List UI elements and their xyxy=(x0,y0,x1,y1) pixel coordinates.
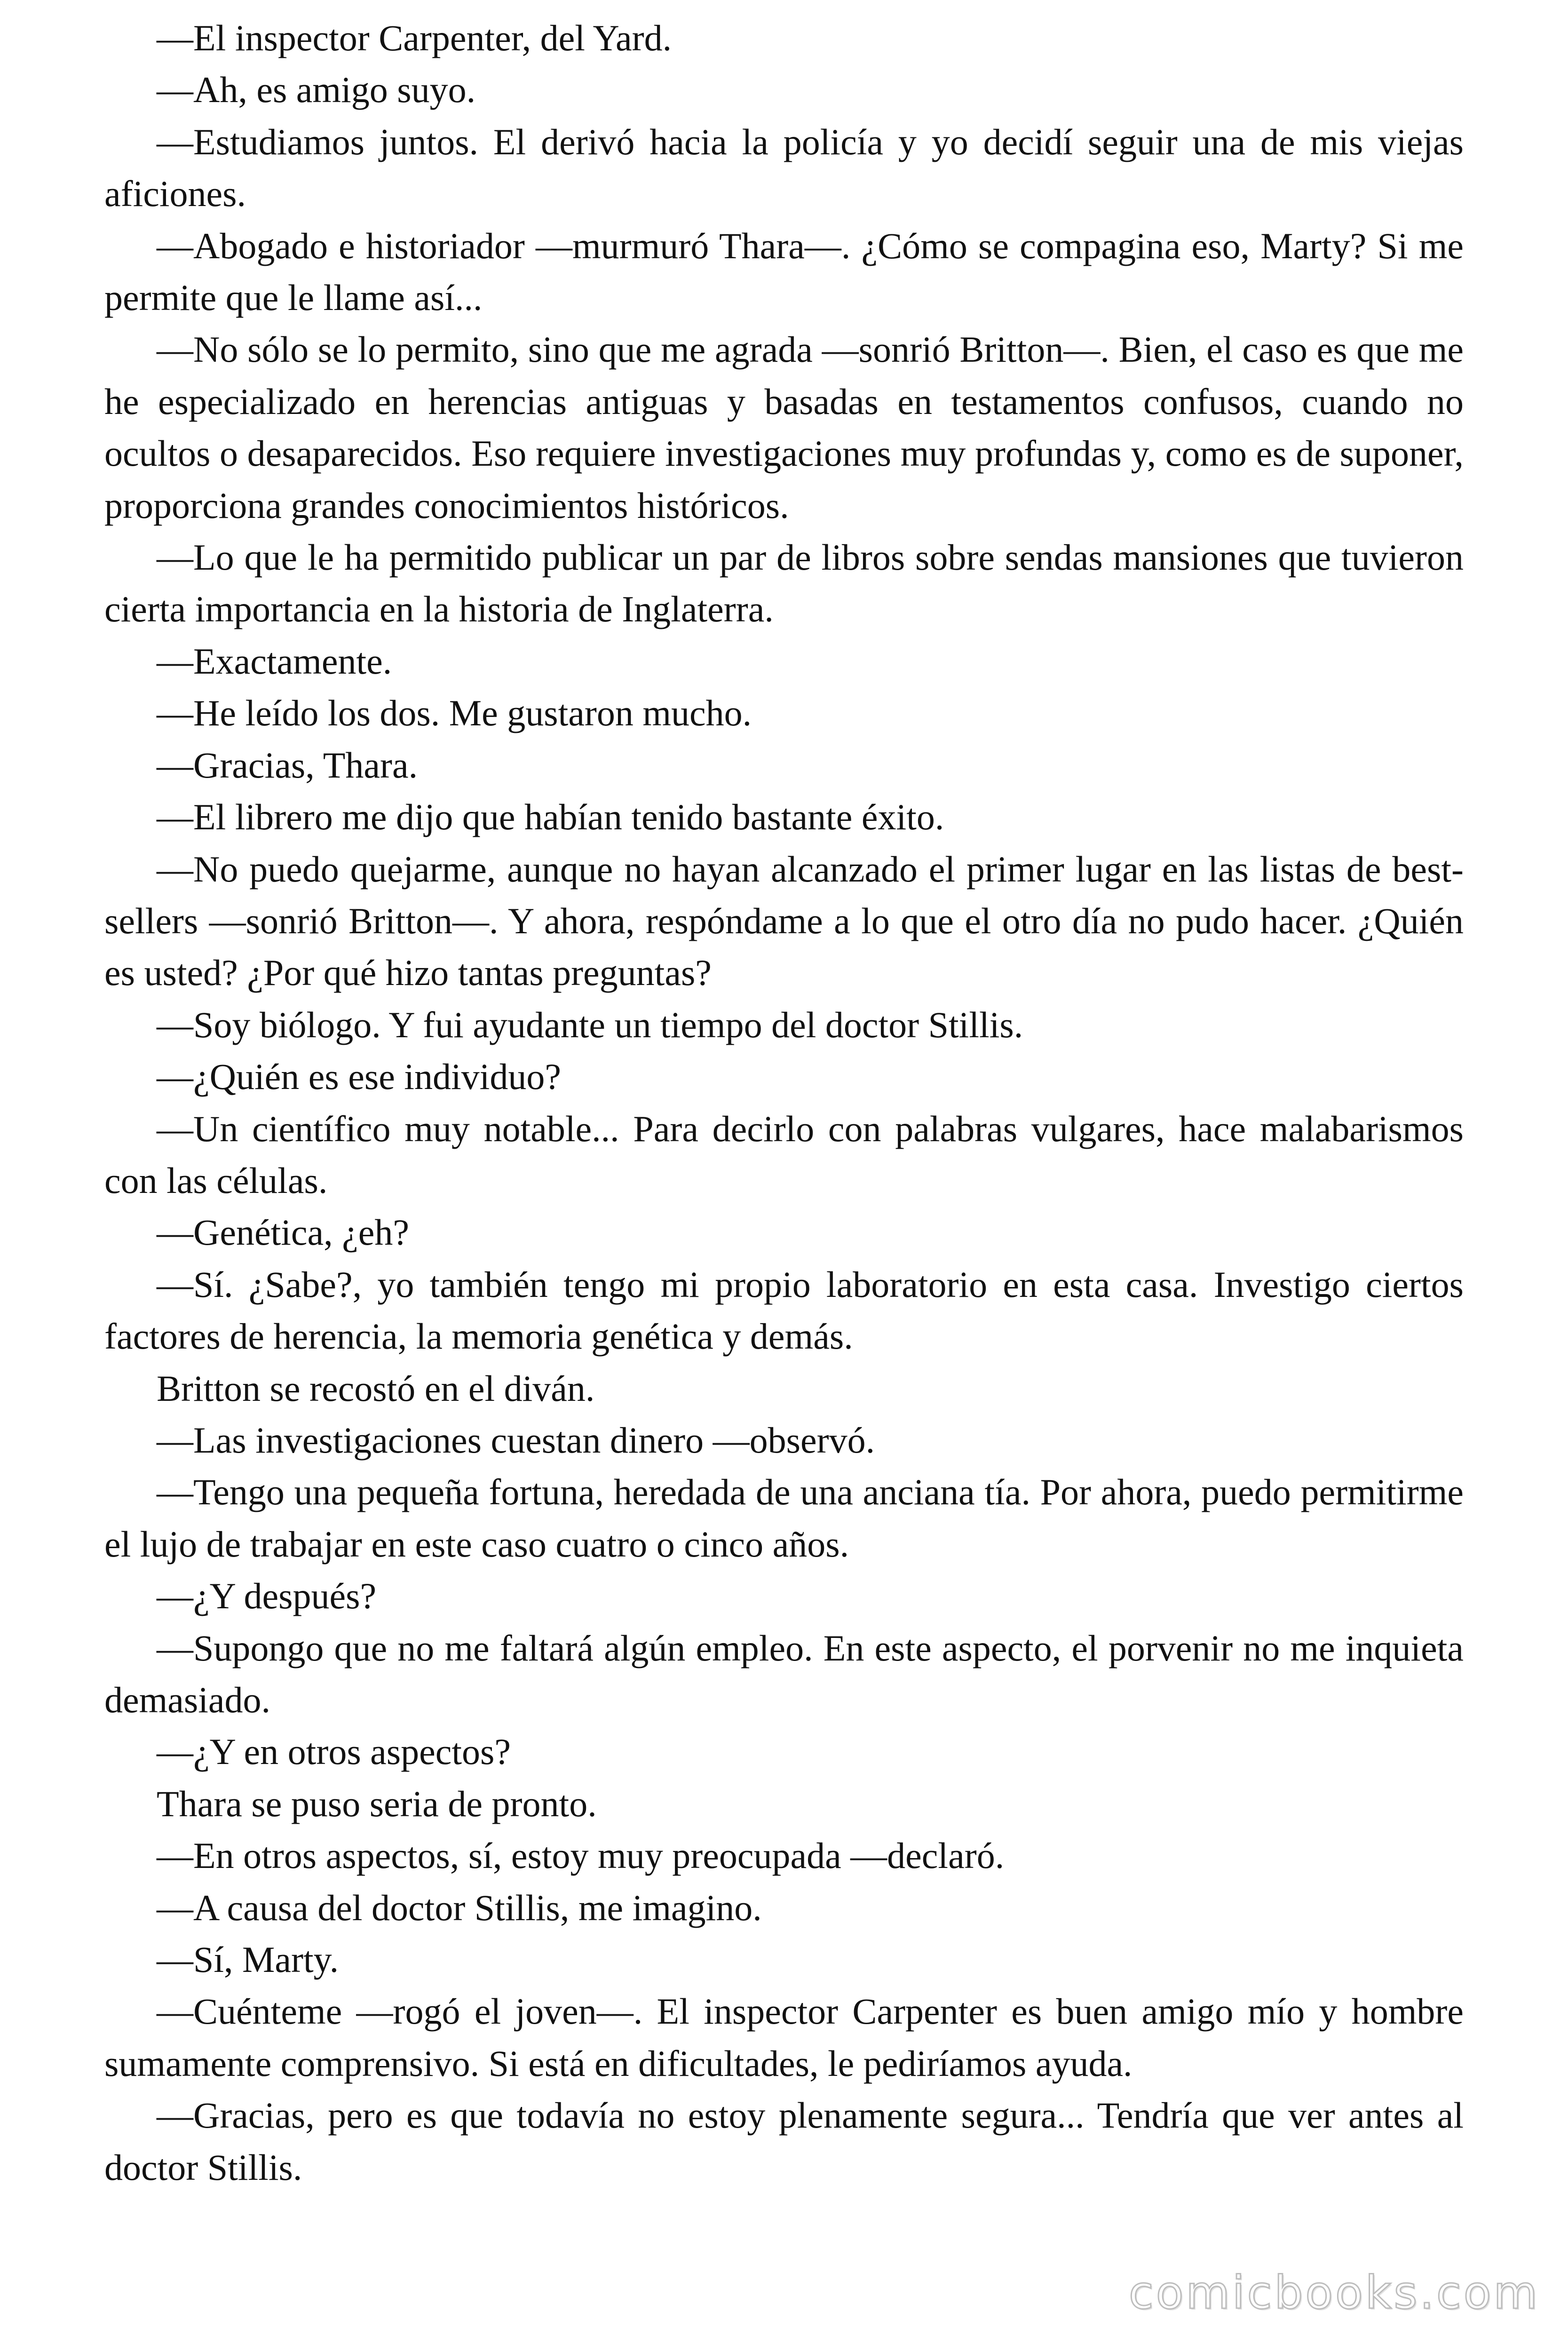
paragraph: —Soy biólogo. Y fui ayudante un tiempo del doctor Stillis. xyxy=(157,1004,1023,1045)
paragraph: —No puedo quejarme, aunque no hayan alcanzado el primer lugar en las listas de best-sellers —sonrió Britton—. Y ahora, respóndame a lo que el otro día no pudo hacer. ¿Quién es usted? ¿Por qué hizo tantas preguntas? xyxy=(104,848,1464,993)
paragraph: —En otros aspectos, sí, estoy muy preocupada —declaró. xyxy=(157,1835,1005,1876)
paragraph: —Sí, Marty. xyxy=(157,1939,339,1980)
paragraph: —Gracias, Thara. xyxy=(157,744,418,786)
paragraph: —Gracias, pero es que todavía no estoy plenamente segura... Tendría que ver antes al doctor Stillis. xyxy=(104,2095,1464,2188)
paragraph: —¿Y después? xyxy=(157,1575,377,1617)
paragraph: —¿Quién es ese individuo? xyxy=(157,1056,561,1097)
paragraph: —Genética, ¿eh? xyxy=(157,1212,410,1253)
paragraph: —Lo que le ha permitido publicar un par de libros sobre sendas mansiones que tuvieron cierta importancia en la historia de Inglaterra. xyxy=(104,537,1464,630)
paragraph: —El librero me dijo que habían tenido bastante éxito. xyxy=(157,796,944,838)
paragraph: —Un científico muy notable... Para decirlo con palabras vulgares, hace malabarismos con las células. xyxy=(104,1108,1464,1201)
paragraph: —El inspector Carpenter, del Yard. xyxy=(157,17,672,58)
paragraph: —Estudiamos juntos. El derivó hacia la policía y yo decidí seguir una de mis viejas aficiones. xyxy=(104,121,1464,215)
paragraph: —Abogado e historiador —murmuró Thara—. ¿Cómo se compagina eso, Marty? Si me permite que le llame así... xyxy=(104,225,1464,318)
paragraph: Thara se puso seria de pronto. xyxy=(157,1783,597,1824)
paragraph: —Supongo que no me faltará algún empleo. En este aspecto, el porvenir no me inquieta demasiado. xyxy=(104,1627,1464,1720)
paragraph: —¿Y en otros aspectos? xyxy=(157,1731,511,1772)
page-body-text xyxy=(104,12,1464,2193)
paragraph: —No sólo se lo permito, sino que me agrada —sonrió Britton—. Bien, el caso es que me he especializado en herencias antiguas y basadas en testamentos confusos, cuando no ocultos o desaparecidos. Eso requiere investigaciones muy profundas y, como es de suponer, proporciona grandes conocimientos históricos. xyxy=(104,329,1464,526)
paragraph: —Tengo una pequeña fortuna, heredada de una anciana tía. Por ahora, puedo permitirme el lujo de trabajar en este caso cuatro o cinco años. xyxy=(104,1471,1464,1565)
paragraph: —Las investigaciones cuestan dinero —observó. xyxy=(157,1419,875,1461)
paragraph: —A causa del doctor Stillis, me imagino. xyxy=(157,1887,762,1928)
paragraph: Britton se recostó en el diván. xyxy=(157,1367,595,1409)
paragraph: —Cuénteme —rogó el joven—. El inspector Carpenter es buen amigo mío y hombre sumamente comprensivo. Si está en dificultades, le pediríamos ayuda. xyxy=(104,1991,1464,2084)
watermark: comicbooks.com xyxy=(1128,2266,1540,2319)
paragraph: —Exactamente. xyxy=(157,640,392,682)
paragraph: —Sí. ¿Sabe?, yo también tengo mi propio laboratorio en esta casa. Investigo ciertos factores de herencia, la memoria genética y demás. xyxy=(104,1263,1464,1357)
paragraph: —He leído los dos. Me gustaron mucho. xyxy=(157,692,752,734)
paragraph: —Ah, es amigo suyo. xyxy=(157,69,476,111)
